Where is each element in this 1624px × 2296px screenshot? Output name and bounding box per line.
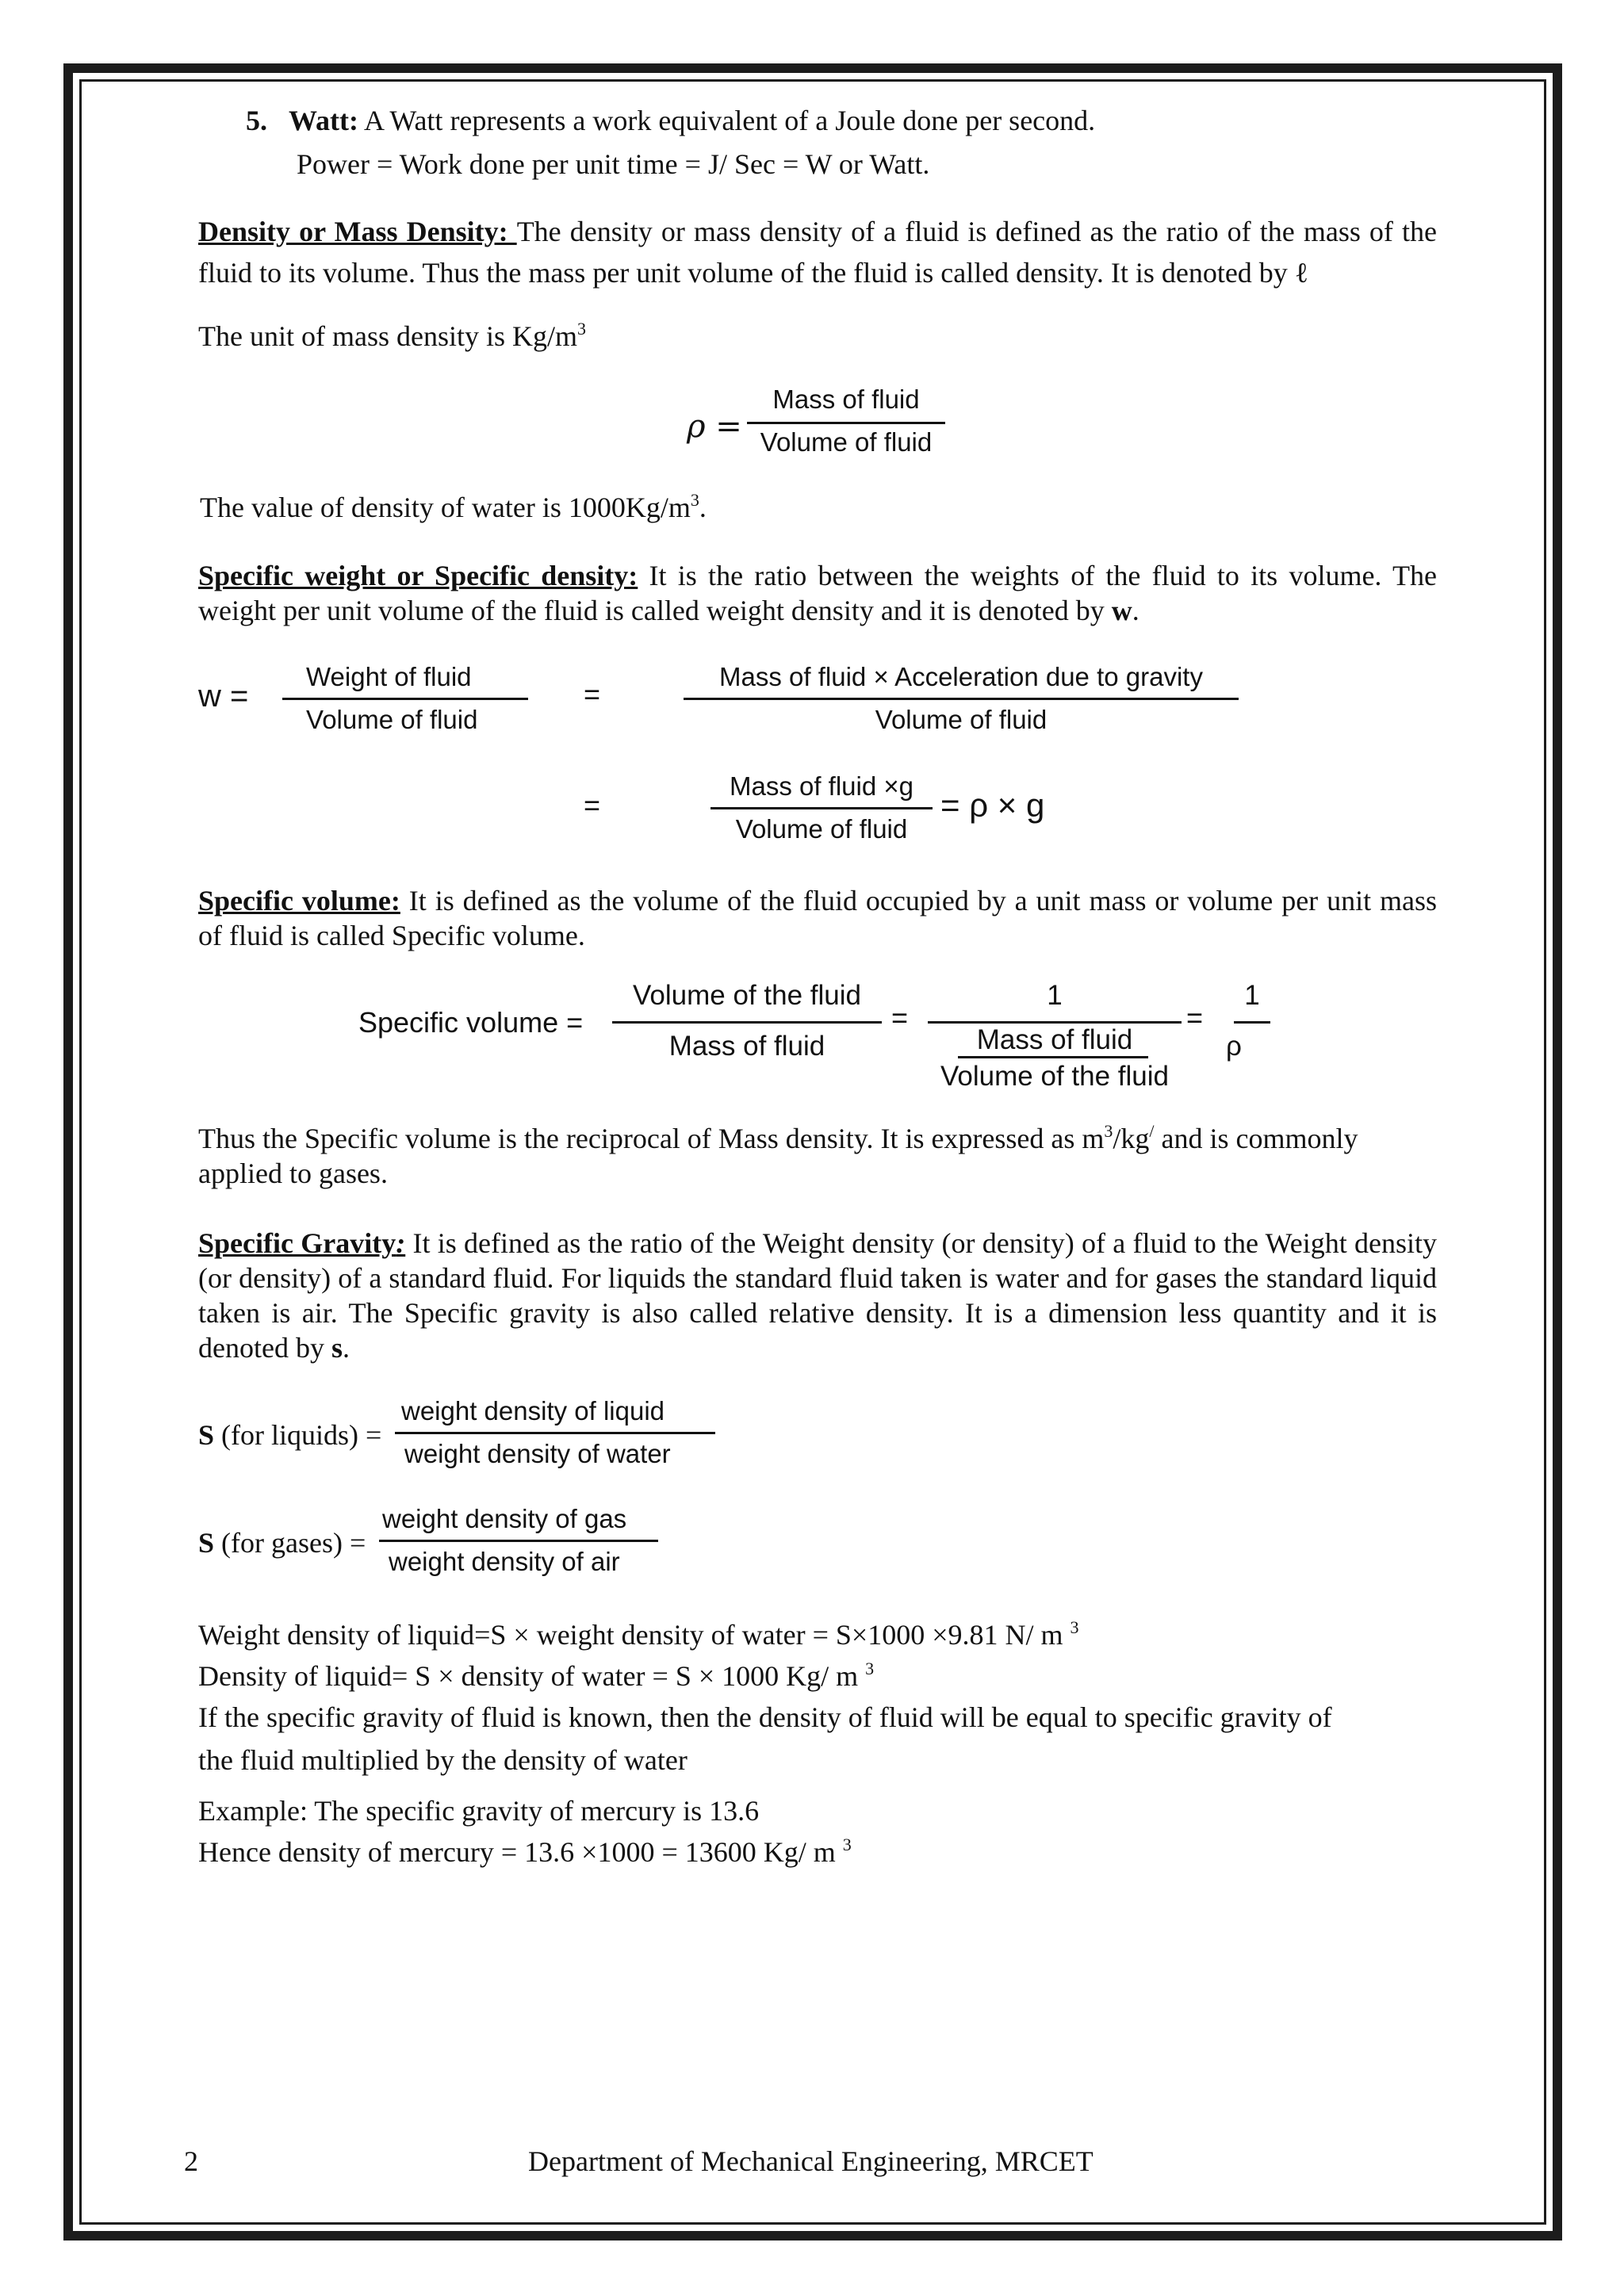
- weight-eq-f2-bar: [684, 698, 1239, 700]
- specific-volume-f3-num: 1: [1244, 980, 1260, 1011]
- specific-volume-eq-lhs: Specific volume =: [358, 1006, 584, 1039]
- s-gases-label: [198, 1525, 366, 1560]
- s-gases-symbol: S: [198, 1527, 215, 1559]
- specific-volume-f2-bar: [928, 1021, 1182, 1024]
- density-liquid-line: [198, 1659, 874, 1693]
- known-gravity-line2: the fluid multiplied by the density of water: [198, 1744, 688, 1776]
- specific-volume-f2-den-num: Mass of fluid: [976, 1024, 1133, 1055]
- specific-weight-heading: Specific weight or Specific density:: [198, 560, 638, 591]
- weight-density-liquid-sup: 3: [1070, 1617, 1079, 1637]
- water-density-sup: 3: [690, 490, 699, 510]
- density-paragraph: [198, 211, 1437, 293]
- watt-heading: Watt:: [289, 105, 358, 136]
- page-number: 2: [184, 2145, 198, 2177]
- reciprocal-text-b: /kg: [1113, 1123, 1150, 1154]
- specific-volume-f2-den-den: Volume of the fluid: [940, 1061, 1169, 1092]
- specific-volume-equals-1: =: [891, 1001, 909, 1034]
- s-gases-text: (for gases) =: [214, 1527, 366, 1559]
- reciprocal-text-c: and is commonly: [1154, 1123, 1358, 1154]
- specific-volume-f1-bar: [612, 1021, 882, 1024]
- specific-volume-heading: Specific volume:: [198, 885, 400, 916]
- specific-volume-f3-bar: [1234, 1021, 1270, 1024]
- specific-weight-text: It is the ratio between the weights of the fluid to its volume. The weight per unit volume of the fluid is called weight density and it is denoted by: [198, 560, 1437, 626]
- specific-gravity-symbol: s: [331, 1332, 343, 1364]
- known-gravity-line: If the specific gravity of fluid is known, then the density of fluid will be equal to specific gravity of: [198, 1701, 1332, 1733]
- weight-eq-equals-2: =: [584, 789, 601, 821]
- weight-eq-f1-den: Volume of fluid: [306, 705, 478, 734]
- density-liquid-sup: 3: [865, 1659, 875, 1678]
- watt-power-line: Power = Work done per unit time = J/ Sec = W or Watt.: [297, 148, 930, 180]
- weight-eq-result: = ρ × g: [940, 786, 1045, 824]
- density-equation-lhs: ρ =: [687, 408, 742, 445]
- water-density-line: [200, 490, 707, 525]
- density-unit-text: The unit of mass density is Kg/m: [198, 320, 577, 352]
- density-eq-numerator: Mass of fluid: [772, 385, 920, 414]
- density-eq-denominator: Volume of fluid: [760, 427, 933, 457]
- s-liquids-bar: [395, 1432, 715, 1434]
- reciprocal-sup: 3: [1104, 1121, 1113, 1141]
- specific-weight-end: .: [1132, 595, 1139, 626]
- water-density-end: .: [699, 492, 707, 523]
- example-line-2: [198, 1835, 852, 1869]
- specific-volume-f2-num: 1: [1047, 980, 1063, 1011]
- specific-gravity-heading-colon: :: [396, 1227, 406, 1259]
- reciprocal-text-a: Thus the Specific volume is the reciprocal of Mass density. It is expressed as m: [198, 1123, 1105, 1154]
- specific-volume-f1-num: Volume of the fluid: [633, 980, 861, 1011]
- s-liquids-label: [198, 1418, 381, 1452]
- s-gases-num: weight density of gas: [382, 1504, 627, 1533]
- weight-density-liquid-text: Weight density of liquid=S × weight density of water = S×1000 ×9.81 N/ m: [198, 1619, 1071, 1651]
- reciprocal-sup2: /: [1149, 1121, 1155, 1141]
- density-text: The density or mass density of a fluid is defined as the ratio of the mass of the fluid to its volume. Thus the mass per unit volume of the fluid is called density. It is denoted by ℓ: [198, 216, 1437, 289]
- specific-volume-text: It is defined as the volume of the fluid occupied by a unit mass or volume per unit mass of fluid is called Specific volume.: [198, 885, 1437, 951]
- s-liquids-num: weight density of liquid: [401, 1396, 665, 1425]
- reciprocal-line2: applied to gases.: [198, 1158, 388, 1189]
- weight-eq-f3-num: Mass of fluid ×g: [729, 771, 914, 801]
- weight-eq-f1-bar: [282, 698, 528, 700]
- weight-eq-equals-1: =: [584, 678, 601, 710]
- example-line-2-sup: 3: [842, 1835, 852, 1854]
- specific-volume-equals-2: =: [1186, 1001, 1204, 1034]
- weight-density-liquid-line: [198, 1617, 1079, 1652]
- density-unit-line: [198, 319, 586, 354]
- water-density-text: The value of density of water is 1000Kg/m: [200, 492, 691, 523]
- specific-gravity-heading: Specific Gravity: [198, 1227, 396, 1259]
- specific-volume-f1-den: Mass of fluid: [668, 1031, 825, 1062]
- s-liquids-text: (for liquids) =: [214, 1419, 382, 1451]
- specific-volume-reciprocal-paragraph: [198, 1121, 1437, 1156]
- weight-eq-lhs: w =: [198, 679, 249, 714]
- watt-item: [246, 103, 1095, 138]
- example-line-1: Example: The specific gravity of mercury is 13.6: [198, 1795, 760, 1827]
- s-gases-bar: [379, 1540, 658, 1542]
- watt-number: 5.: [246, 105, 267, 136]
- example-line-2-text: Hence density of mercury = 13.6 ×1000 = 13600 Kg/ m: [198, 1836, 843, 1868]
- density-unit-sup: 3: [576, 319, 586, 339]
- specific-weight-symbol: w: [1111, 595, 1132, 626]
- specific-volume-paragraph: [198, 883, 1437, 953]
- watt-line1: A Watt represents a work equivalent of a Joule done per second.: [358, 105, 1096, 136]
- s-liquids-den: weight density of water: [404, 1439, 671, 1468]
- weight-eq-f3-den: Volume of fluid: [735, 814, 908, 844]
- density-fraction-bar: [747, 422, 945, 424]
- specific-gravity-text: It is defined as the ratio of the Weight density (or density) of a fluid to the Weight density (or density) of a standard fluid. For liquids the standard fluid taken is water and for gases the standard liquid taken is air. The Specific gravity is also called relative density. It is a dimension less quantity and it is denoted by: [198, 1227, 1437, 1364]
- specific-gravity-end: .: [342, 1332, 350, 1364]
- specific-gravity-paragraph: [198, 1226, 1437, 1365]
- specific-volume-f3-den: ρ: [1226, 1031, 1242, 1062]
- specific-weight-paragraph: [198, 558, 1437, 628]
- weight-eq-f3-bar: [710, 807, 933, 809]
- density-heading: Density or Mass Density:: [198, 216, 517, 247]
- s-gases-den: weight density of air: [389, 1547, 620, 1576]
- weight-eq-f1-num: Weight of fluid: [306, 662, 472, 691]
- density-liquid-text: Density of liquid= S × density of water = S × 1000 Kg/ m: [198, 1660, 866, 1692]
- weight-eq-f2-num: Mass of fluid × Acceleration due to gravity: [719, 662, 1203, 691]
- footer-department: Department of Mechanical Engineering, MRCET: [528, 2145, 1094, 2177]
- specific-volume-f2-inner-bar: [958, 1056, 1148, 1058]
- weight-eq-f2-den: Volume of fluid: [875, 705, 1048, 734]
- s-liquids-symbol: S: [198, 1419, 215, 1451]
